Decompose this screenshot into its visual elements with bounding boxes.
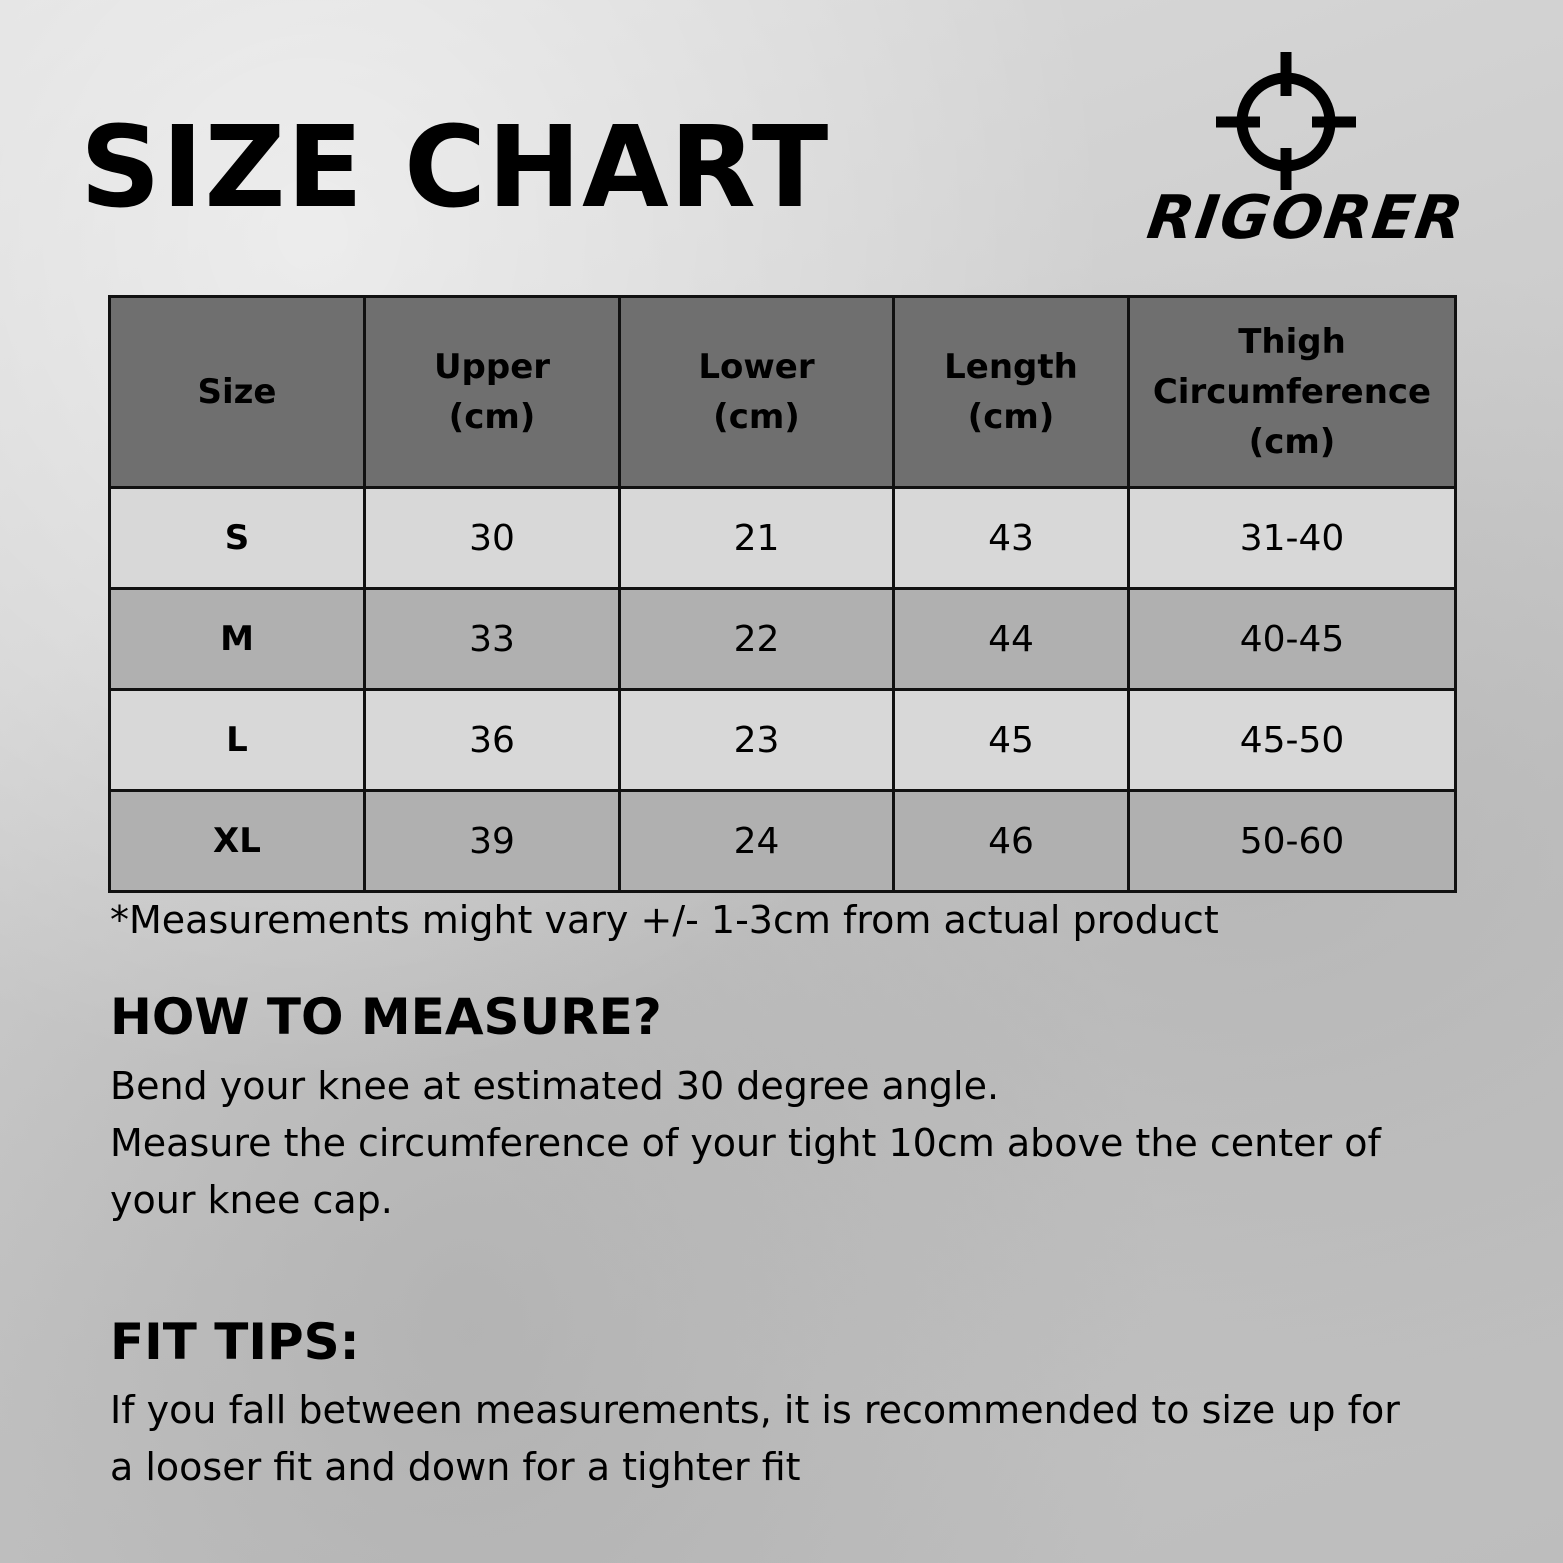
- fit-tips-heading: FIT TIPS:: [110, 1313, 360, 1371]
- thigh-cell: 40-45: [1129, 589, 1456, 690]
- crosshair-icon: [1140, 50, 1440, 190]
- upper-cell: 33: [365, 589, 620, 690]
- lower-cell: 24: [620, 791, 894, 892]
- how-to-measure-text: [110, 1058, 1470, 1229]
- size-cell: S: [110, 488, 365, 589]
- lower-cell: 22: [620, 589, 894, 690]
- thigh-cell: 45-50: [1129, 690, 1456, 791]
- length-cell: 45: [894, 690, 1129, 791]
- size-cell: L: [110, 690, 365, 791]
- how-to-measure-line: Bend your knee at estimated 30 degree angle.: [110, 1064, 1000, 1108]
- column-header-upper: Upper (cm): [365, 297, 620, 488]
- table-header-row: [110, 297, 1456, 488]
- length-cell: 46: [894, 791, 1129, 892]
- length-cell: 43: [894, 488, 1129, 589]
- table-row: [110, 488, 1456, 589]
- fit-tips-line: If you fall between measurements, it is recommended to size up for: [110, 1388, 1400, 1432]
- column-header-lower: Lower (cm): [620, 297, 894, 488]
- thigh-cell: 50-60: [1129, 791, 1456, 892]
- size-cell: XL: [110, 791, 365, 892]
- column-header-size: Size: [110, 297, 365, 488]
- thigh-cell: 31-40: [1129, 488, 1456, 589]
- fit-tips-text: [110, 1382, 1470, 1496]
- how-to-measure-heading: HOW TO MEASURE?: [110, 988, 662, 1046]
- table-row: [110, 791, 1456, 892]
- size-cell: M: [110, 589, 365, 690]
- page-title: SIZE CHART: [80, 103, 830, 233]
- lower-cell: 23: [620, 690, 894, 791]
- how-to-measure-line: Measure the circumference of your tight 10cm above the center of: [110, 1121, 1381, 1165]
- measurement-note: *Measurements might vary +/- 1-3cm from actual product: [110, 898, 1219, 942]
- column-header-thigh-circumference: Thigh Circumference (cm): [1129, 297, 1456, 488]
- brand-logo: [1140, 50, 1470, 265]
- length-cell: 44: [894, 589, 1129, 690]
- table-row: [110, 690, 1456, 791]
- brand-wordmark: RIGORER: [1143, 183, 1470, 253]
- lower-cell: 21: [620, 488, 894, 589]
- size-table: [108, 295, 1457, 893]
- column-header-length: Length (cm): [894, 297, 1129, 488]
- upper-cell: 36: [365, 690, 620, 791]
- how-to-measure-line: your knee cap.: [110, 1178, 393, 1222]
- upper-cell: 30: [365, 488, 620, 589]
- table-row: [110, 589, 1456, 690]
- fit-tips-line: a looser fit and down for a tighter fit: [110, 1445, 801, 1489]
- upper-cell: 39: [365, 791, 620, 892]
